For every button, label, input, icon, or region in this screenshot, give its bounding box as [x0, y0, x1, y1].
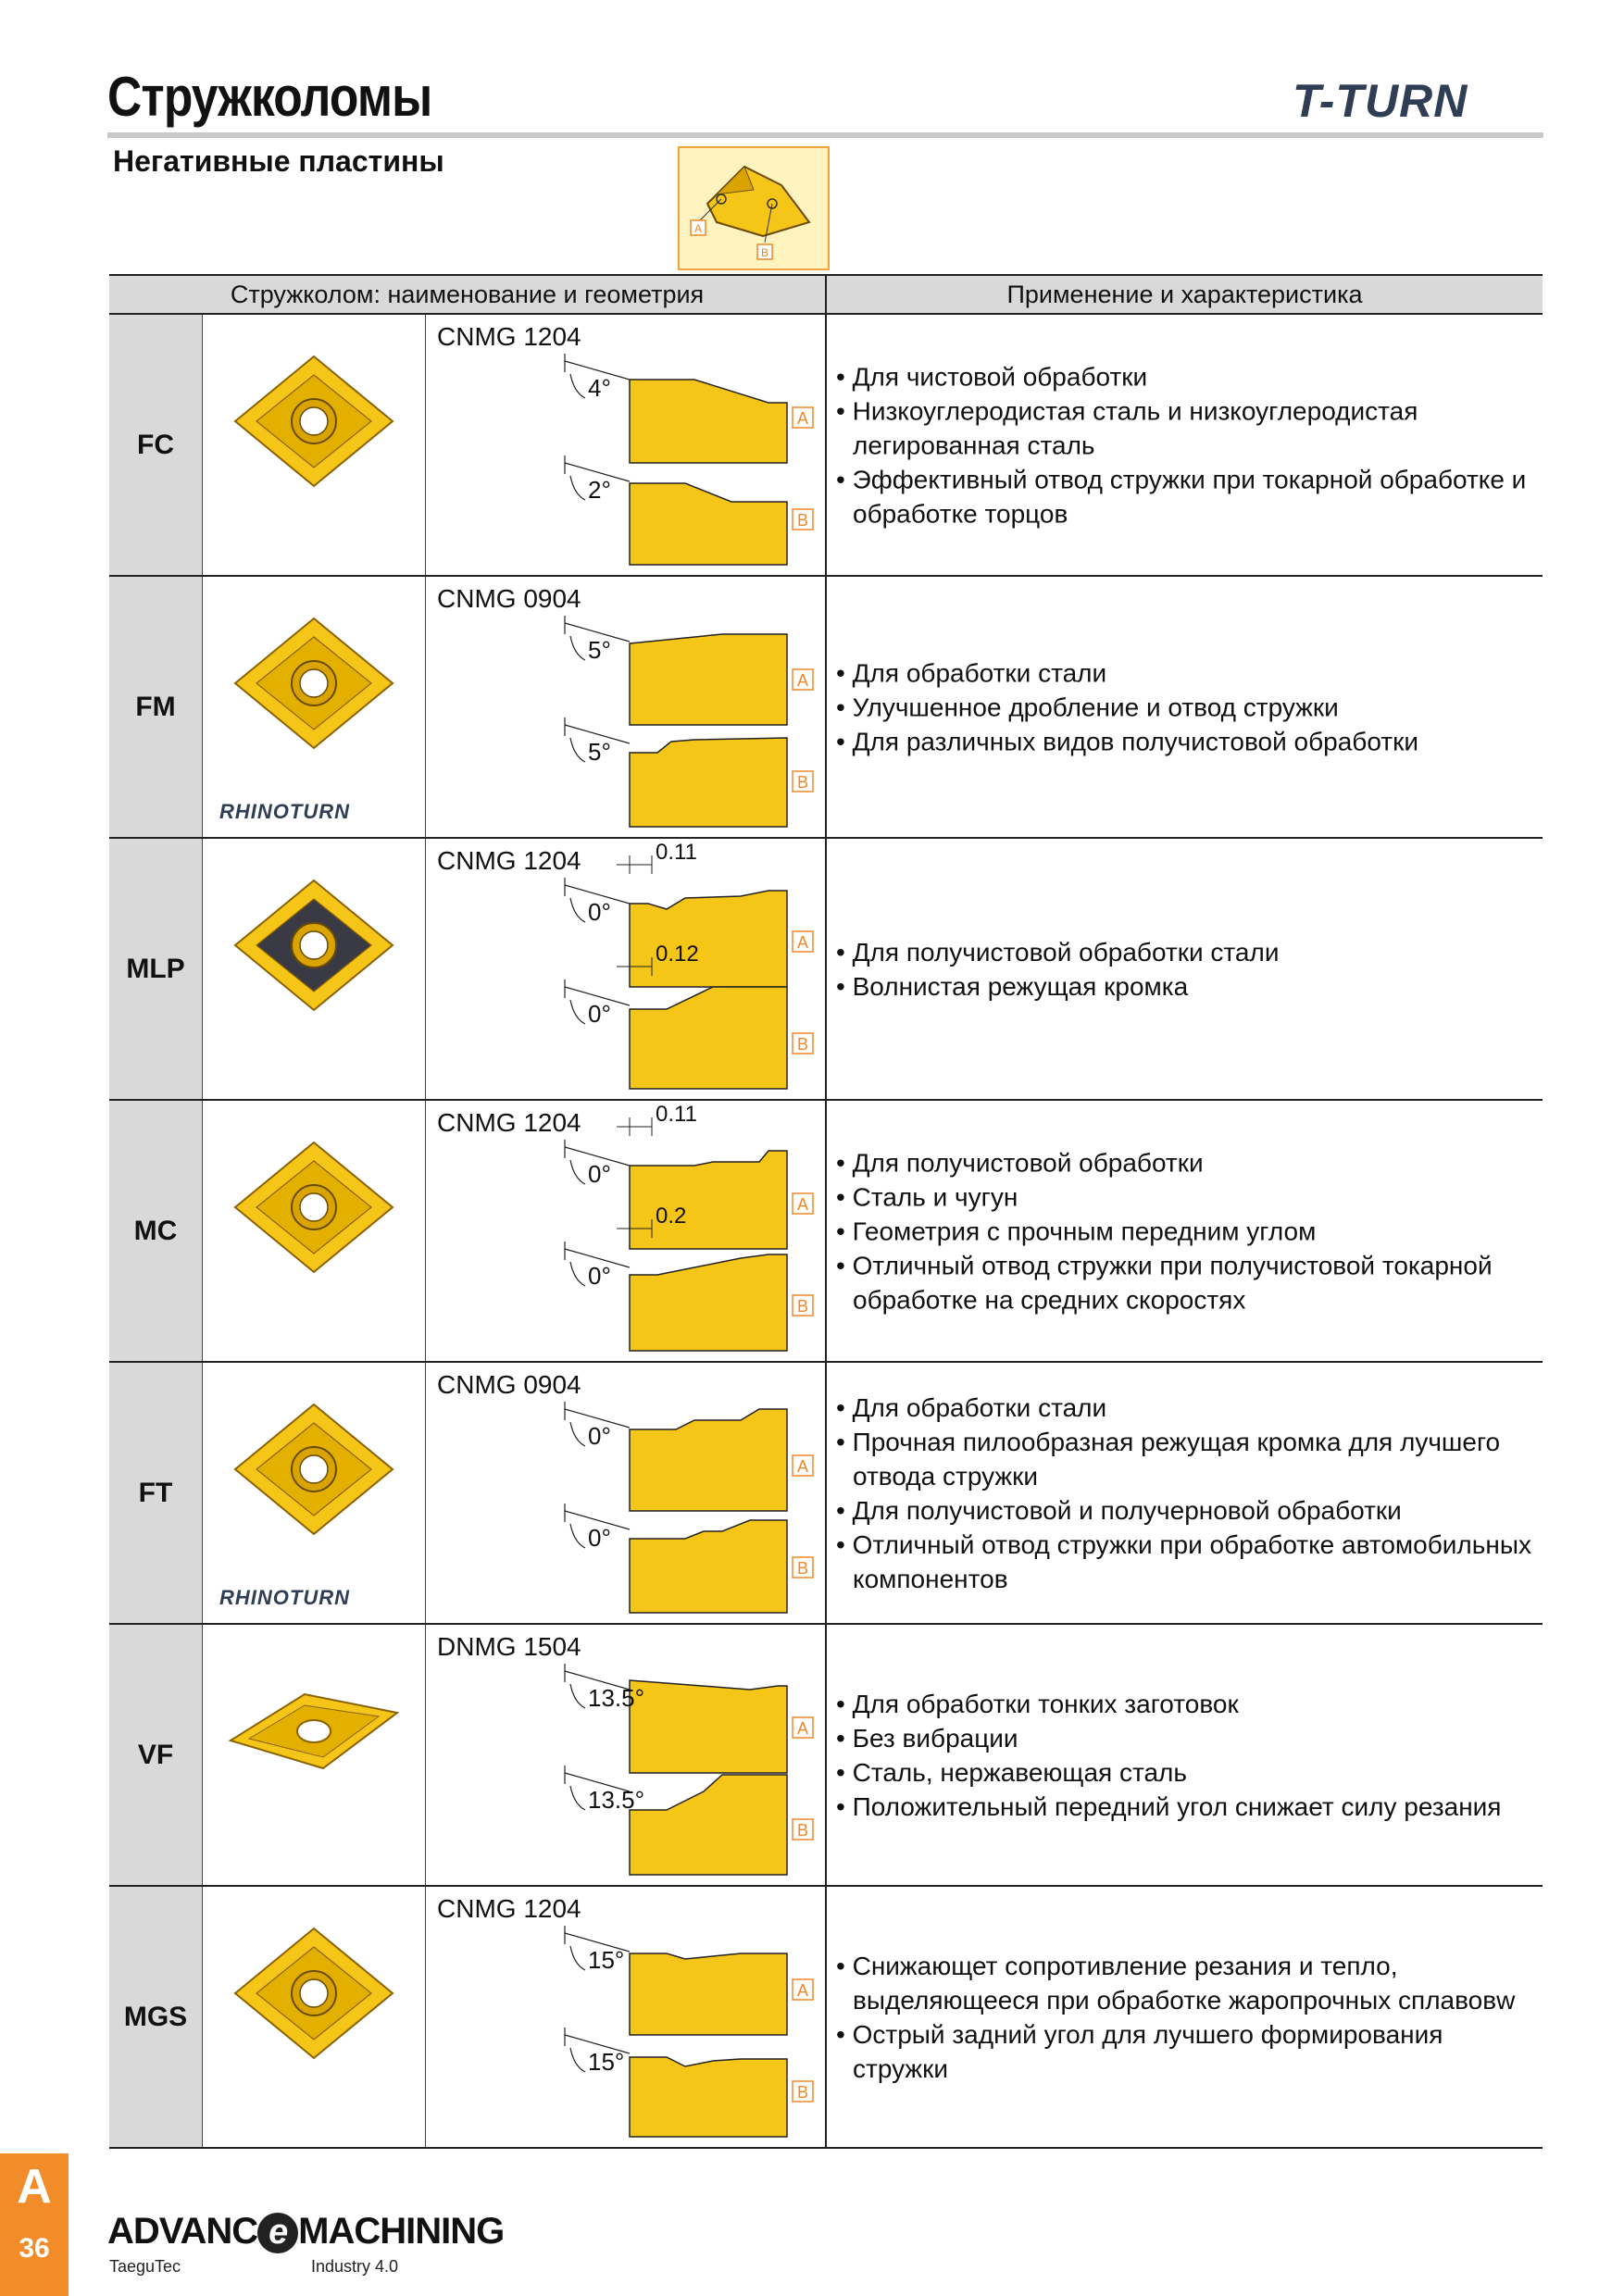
- section-tag-b: B: [796, 773, 809, 792]
- table-row: [109, 838, 1543, 1100]
- insert-image-cell: [203, 1624, 426, 1886]
- insert-designation: CNMG 1204: [437, 1894, 581, 1923]
- table-row: [109, 1886, 1543, 2148]
- angle-label-a: 0°: [588, 1422, 611, 1450]
- section-tag-a: A: [796, 1195, 809, 1214]
- dimension-label-a: 0.11: [656, 1102, 697, 1127]
- feature-item: • Для получистовой обработки стали: [836, 935, 1537, 969]
- feature-list: [836, 1949, 1537, 2086]
- table-row: [109, 314, 1543, 576]
- page-title: Стружколомы: [107, 66, 432, 128]
- insert-image: [203, 839, 425, 1079]
- feature-item: • Для обработки стали: [836, 655, 1537, 690]
- table-row: [109, 576, 1543, 838]
- chipbreaker-profile-diagram: [426, 315, 825, 577]
- footer-logo-left: ADVANC: [107, 2211, 258, 2252]
- feature-item: • Для различных видов получистовой обработки: [836, 724, 1537, 758]
- insert-designation: CNMG 1204: [437, 846, 581, 875]
- feature-item: • Сталь, нержавеющая сталь: [836, 1755, 1537, 1790]
- chipbreaker-code: MLP: [109, 838, 203, 1100]
- chipbreaker-profile-diagram: [426, 1363, 825, 1625]
- angle-label-b: 2°: [588, 476, 611, 504]
- column-header-application: Применение и характеристика: [826, 275, 1543, 314]
- chipbreaker-profile-diagram: [426, 1101, 825, 1363]
- feature-item: • Низкоуглеродистая сталь и низкоуглеродистая легированная сталь: [836, 393, 1537, 462]
- profile-b-shape: [630, 2057, 787, 2137]
- insert-designation: CNMG 1204: [437, 322, 581, 351]
- diagram-tag-b: B: [760, 246, 769, 259]
- geometry-cell: [426, 1886, 827, 2148]
- table-row: [109, 1100, 1543, 1362]
- application-cell: [826, 838, 1543, 1100]
- profile-a-shape: [630, 380, 787, 463]
- feature-item: • Отличный отвод стружки при получистовой токарной обработке на средних скоростях: [836, 1248, 1537, 1316]
- angle-label-a: 15°: [588, 1946, 625, 1974]
- feature-item: • Геометрия с прочным передним углом: [836, 1214, 1537, 1248]
- chipbreaker-profile-diagram: [426, 1887, 825, 2149]
- footer-logo-right: MACHINING: [298, 2211, 505, 2252]
- section-tag-b: B: [796, 2083, 809, 2102]
- application-cell: [826, 1624, 1543, 1886]
- angle-label-b: 0°: [588, 1000, 611, 1028]
- feature-list: [836, 359, 1537, 530]
- angle-label-b: 0°: [588, 1262, 611, 1290]
- diagram-tag-a: A: [693, 222, 703, 235]
- geometry-cell: [426, 1624, 827, 1886]
- application-cell: [826, 576, 1543, 838]
- feature-list: [836, 655, 1537, 758]
- feature-item: • Для получистовой и получерновой обработки: [836, 1493, 1537, 1528]
- angle-label-a: 0°: [588, 1160, 611, 1188]
- insert-image: [203, 1887, 425, 2128]
- section-tag-a: A: [796, 1719, 809, 1738]
- feature-item: • Без вибрации: [836, 1721, 1537, 1755]
- feature-list: [836, 1145, 1537, 1316]
- feature-item: • Улучшенное дробление и отвод стружки: [836, 690, 1537, 724]
- section-tag-b: B: [796, 1821, 809, 1840]
- section-tag-b: B: [796, 1297, 809, 1316]
- dimension-label-b: 0.12: [656, 942, 699, 967]
- brand-text: T-TURN: [1293, 75, 1468, 127]
- insert-section-diagram: [678, 146, 830, 270]
- chipbreaker-code: FT: [109, 1362, 203, 1624]
- profile-b-shape: [630, 1254, 787, 1351]
- chipbreaker-code: FC: [109, 314, 203, 576]
- feature-item: • Сталь и чугун: [836, 1179, 1537, 1214]
- application-cell: [826, 314, 1543, 576]
- column-header-geometry: Стружколом: наименование и геометрия: [109, 275, 826, 314]
- table-row: [109, 1624, 1543, 1886]
- insert-image: [203, 1363, 425, 1603]
- chipbreaker-profile-diagram: [426, 1625, 825, 1887]
- section-letter: A: [17, 2160, 52, 2214]
- footer-sub-right: Industry 4.0: [311, 2257, 399, 2276]
- feature-item: • Снижающет сопротивление резания и тепло, выделяющееся при обработке жаропрочных сплавовw: [836, 1949, 1537, 2017]
- geometry-cell: [426, 838, 827, 1100]
- chipbreaker-profile-diagram: [426, 839, 825, 1101]
- feature-list: [836, 1391, 1537, 1596]
- insert-designation: CNMG 1204: [437, 1108, 581, 1137]
- profile-a-shape: [630, 634, 787, 725]
- profile-b-shape: [630, 987, 787, 1089]
- title-rule: [107, 132, 1543, 138]
- feature-item: • Прочная пилообразная режущая кромка для лучшего отвода стружки: [836, 1425, 1537, 1493]
- insert-image-cell: [203, 1100, 426, 1362]
- angle-label-b: 13.5°: [588, 1786, 645, 1814]
- insert-image: [203, 1625, 425, 1866]
- insert-image-cell: [203, 1362, 426, 1624]
- feature-item: • Для обработки стали: [836, 1391, 1537, 1425]
- page-subtitle: Негативные пластины: [113, 144, 444, 178]
- chipbreaker-code: MC: [109, 1100, 203, 1362]
- insert-designation: CNMG 0904: [437, 584, 581, 613]
- feature-item: • Для обработки тонких заготовок: [836, 1687, 1537, 1721]
- section-tag-b: B: [796, 1559, 809, 1578]
- profile-a-shape: [630, 1680, 787, 1773]
- application-cell: [826, 1100, 1543, 1362]
- profile-b-shape: [630, 483, 787, 565]
- insert-designation: DNMG 1504: [437, 1632, 581, 1661]
- section-tag-a: A: [796, 1457, 809, 1476]
- footer-sub-left: TaeguTec: [109, 2257, 181, 2276]
- angle-label-b: 5°: [588, 738, 611, 766]
- feature-item: • Для чистовой обработки: [836, 359, 1537, 393]
- chipbreaker-code: VF: [109, 1624, 203, 1886]
- profile-b-shape: [630, 1775, 787, 1875]
- feature-list: [836, 1687, 1537, 1824]
- profile-a-shape: [630, 1151, 787, 1249]
- section-tag-a: A: [796, 1981, 809, 2000]
- feature-item: • Отличный отвод стружки при обработке автомобильных компонентов: [836, 1528, 1537, 1596]
- profile-a-shape: [630, 1409, 787, 1511]
- angle-label-a: 13.5°: [588, 1684, 645, 1712]
- insert-image-cell: [203, 576, 426, 838]
- profile-a-shape: [630, 1953, 787, 2035]
- chipbreaker-table: [109, 274, 1543, 2149]
- feature-item: • Для получистовой обработки: [836, 1145, 1537, 1179]
- insert-image-cell: [203, 314, 426, 576]
- profile-b-shape: [630, 738, 787, 827]
- chipbreaker-code: MGS: [109, 1886, 203, 2148]
- insert-image-cell: [203, 1886, 426, 2148]
- table-row: [109, 1362, 1543, 1624]
- geometry-cell: [426, 1100, 827, 1362]
- profile-a-shape: [630, 891, 787, 987]
- chipbreaker-code: FM: [109, 576, 203, 838]
- section-tag-a: A: [796, 671, 809, 690]
- insert-image: [203, 315, 425, 555]
- angle-label-a: 5°: [588, 636, 611, 664]
- dimension-label-b: 0.2: [656, 1204, 687, 1229]
- footer-logo-e: e: [257, 2213, 298, 2253]
- application-cell: [826, 1362, 1543, 1624]
- feature-item: • Волнистая режущая кромка: [836, 969, 1537, 1004]
- profile-b-shape: [630, 1520, 787, 1613]
- feature-item: • Острый задний угол для лучшего формирования стружки: [836, 2017, 1537, 2086]
- dimension-label-a: 0.11: [656, 840, 697, 865]
- section-tag-b: B: [796, 1035, 809, 1054]
- feature-item: • Положительный передний угол снижает силу резания: [836, 1790, 1537, 1824]
- angle-label-a: 0°: [588, 898, 611, 926]
- insert-image: [203, 1101, 425, 1341]
- section-tag-b: B: [796, 511, 809, 530]
- insert-image-cell: [203, 838, 426, 1100]
- chipbreaker-profile-diagram: [426, 577, 825, 839]
- geometry-cell: [426, 314, 827, 576]
- page-tab: [0, 2153, 69, 2296]
- feature-list: [836, 935, 1537, 1004]
- angle-label-b: 15°: [588, 2048, 625, 2076]
- geometry-cell: [426, 1362, 827, 1624]
- brand-logo: [1293, 74, 1468, 128]
- rhinoturn-logo: RHINOTURN: [219, 800, 350, 823]
- application-cell: [826, 1886, 1543, 2148]
- angle-label-a: 4°: [588, 374, 611, 402]
- section-tag-a: A: [796, 933, 809, 952]
- footer-logo: [107, 2211, 504, 2253]
- feature-item: • Эффективный отвод стружки при токарной обработке и обработке торцов: [836, 462, 1537, 530]
- page-number: 36: [19, 2233, 50, 2264]
- section-tag-a: A: [796, 409, 809, 428]
- geometry-cell: [426, 576, 827, 838]
- insert-image: [203, 577, 425, 817]
- angle-label-b: 0°: [588, 1524, 611, 1552]
- rhinoturn-logo: RHINOTURN: [219, 1586, 350, 1609]
- insert-designation: CNMG 0904: [437, 1370, 581, 1399]
